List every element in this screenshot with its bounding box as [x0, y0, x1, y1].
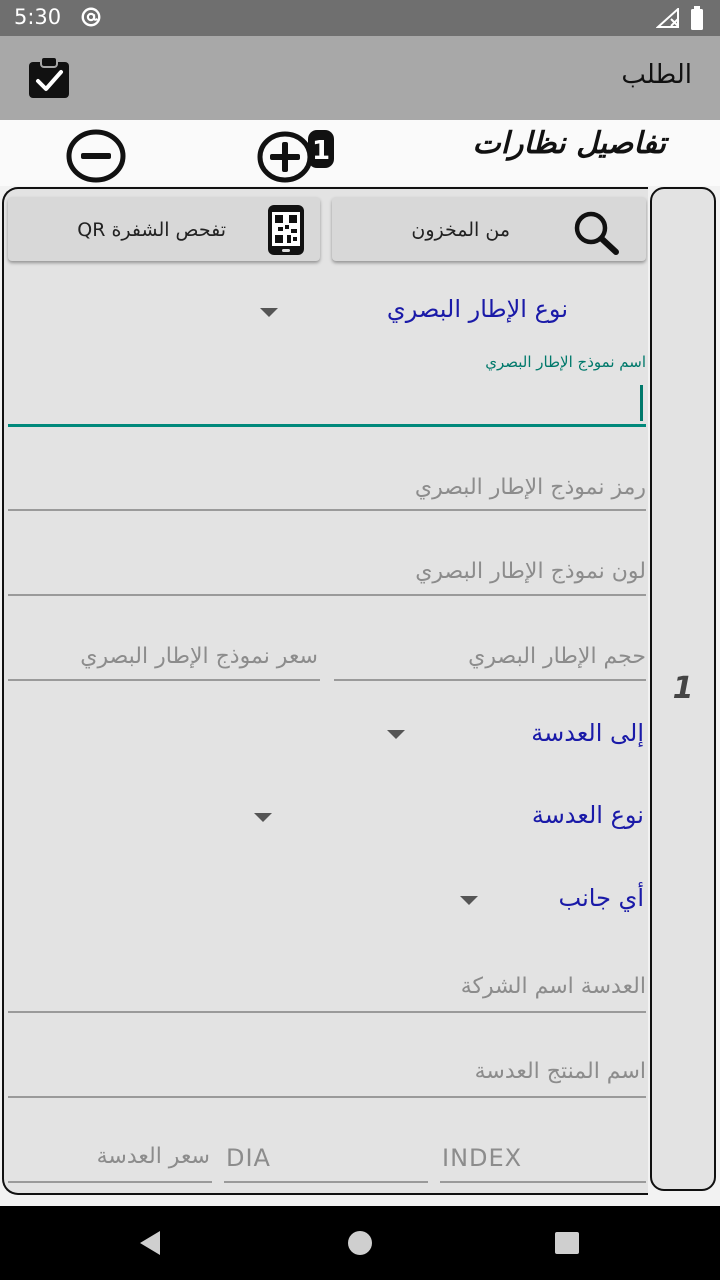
- frame-model-color-input[interactable]: لون نموذج الإطار البصري: [415, 559, 646, 584]
- dia-underline: [224, 1181, 428, 1183]
- minus-circle-icon[interactable]: [66, 128, 126, 184]
- glasses-details-card: [2, 187, 648, 1195]
- lens-company-input[interactable]: العدسة اسم الشركة: [460, 974, 646, 999]
- index-input[interactable]: INDEX: [442, 1144, 523, 1172]
- signal-icon: [656, 8, 682, 28]
- frame-model-code-underline: [8, 509, 646, 511]
- frame-size-underline: [334, 679, 646, 681]
- side-tab-number: 1: [672, 671, 694, 706]
- text-cursor: [640, 385, 643, 421]
- app-title: الطلب: [621, 60, 692, 90]
- lens-price-input[interactable]: سعر العدسة: [96, 1144, 210, 1169]
- which-side-spinner[interactable]: أي جانب: [558, 884, 644, 912]
- frame-model-price-underline: [8, 679, 320, 681]
- frame-model-name-input[interactable]: [8, 424, 646, 427]
- home-icon[interactable]: [346, 1229, 374, 1257]
- to-lens-spinner[interactable]: إلى العدسة: [531, 719, 644, 747]
- battery-icon: [690, 6, 704, 30]
- status-time: 5:30: [14, 5, 62, 29]
- qr-phone-icon: [266, 203, 306, 257]
- frame-model-color-underline: [8, 594, 646, 596]
- lens-product-underline: [8, 1096, 646, 1098]
- dia-input[interactable]: DIA: [226, 1144, 271, 1172]
- app-bar: [0, 36, 720, 120]
- lens-price-underline: [8, 1181, 212, 1183]
- at-sign-icon: [80, 6, 102, 28]
- frame-model-name-label: اسم نموذج الإطار البصري: [485, 353, 646, 371]
- frame-type-caret[interactable]: [260, 308, 278, 317]
- to-lens-caret[interactable]: [387, 730, 405, 739]
- lens-company-underline: [8, 1011, 646, 1013]
- lens-type-spinner[interactable]: نوع العدسة: [531, 801, 644, 829]
- clipboard-check-icon[interactable]: [26, 56, 72, 100]
- scan-qr-label: تفحص الشفرة QR: [77, 219, 226, 241]
- frame-model-code-input[interactable]: رمز نموذج الإطار البصري: [414, 475, 646, 500]
- from-stock-button[interactable]: [332, 197, 646, 261]
- frame-type-spinner[interactable]: نوع الإطار البصري: [386, 295, 568, 323]
- lens-product-input[interactable]: اسم المنتج العدسة: [474, 1059, 646, 1084]
- frame-size-input[interactable]: حجم الإطار البصري: [468, 644, 646, 669]
- from-stock-label: من المخزون: [411, 219, 510, 241]
- plus-circle-icon[interactable]: [256, 126, 340, 184]
- back-icon[interactable]: [136, 1229, 164, 1257]
- status-bar: [0, 0, 720, 36]
- which-side-caret[interactable]: [460, 896, 478, 905]
- recent-apps-icon[interactable]: [554, 1231, 580, 1255]
- scan-qr-button[interactable]: [8, 197, 320, 261]
- index-underline: [440, 1181, 646, 1183]
- side-tab[interactable]: [650, 187, 716, 1191]
- search-icon: [572, 209, 620, 255]
- lens-type-caret[interactable]: [254, 813, 272, 822]
- section-title: تفاصيل نظارات: [472, 126, 666, 161]
- frame-model-price-input[interactable]: سعر نموذج الإطار البصري: [80, 644, 318, 669]
- plus-count-badge: 1: [311, 136, 331, 166]
